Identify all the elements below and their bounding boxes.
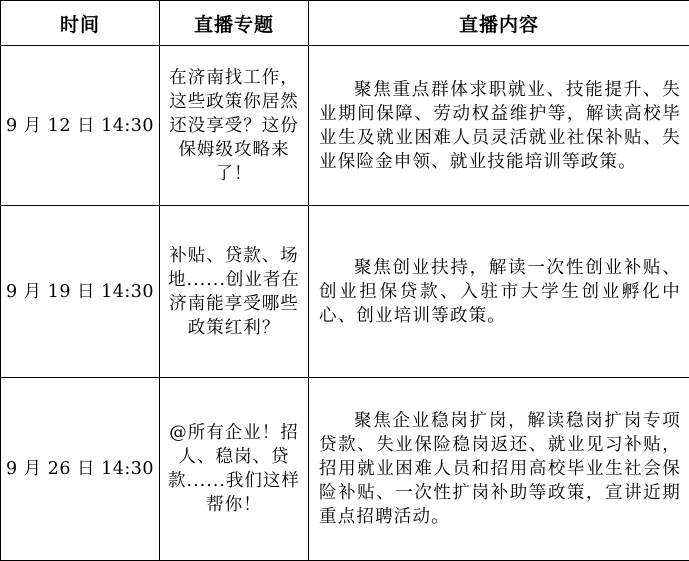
header-time: 时间: [1, 1, 160, 46]
table-row: [1, 206, 689, 378]
row-content-text: 聚焦重点群体求职就业、技能提升、失业期间保障、劳动权益维护等，解读高校毕业生及就业困难人员灵活就业社保补贴、失业保险金申领、就业技能培训等政策。: [319, 78, 681, 174]
row-topic: 补贴、贷款、场地......创业者在济南能享受哪些政策红利？: [160, 206, 309, 378]
header-topic: 直播专题: [160, 1, 309, 46]
row-content-text: 聚焦企业稳岗扩岗，解读稳岗扩岗专项贷款、失业保险稳岗返还、就业见习补贴，招用就业困难人员和招用高校毕业生社会保险补贴、一次性扩岗补助等政策，宣讲近期重点招聘活动。: [319, 409, 681, 529]
row-content: [309, 206, 689, 378]
header-content: 直播内容: [309, 1, 689, 46]
row-time: 9 月 12 日 14:30: [1, 46, 160, 206]
header-row: [1, 1, 689, 46]
row-content-text: 聚焦创业扶持，解读一次性创业补贴、创业担保贷款、入驻市大学生创业孵化中心、创业培训等政策。: [319, 256, 681, 328]
row-time: 9 月 26 日 14:30: [1, 378, 160, 561]
row-topic: @所有企业！招人、稳岗、贷款......我们这样帮你！: [160, 378, 309, 561]
table-row: [1, 378, 689, 561]
table-row: [1, 46, 689, 206]
row-time: 9 月 19 日 14:30: [1, 206, 160, 378]
row-content: [309, 46, 689, 206]
row-topic: 在济南找工作，这些政策你居然还没享受？这份保姆级攻略来了！: [160, 46, 309, 206]
row-content: [309, 378, 689, 561]
